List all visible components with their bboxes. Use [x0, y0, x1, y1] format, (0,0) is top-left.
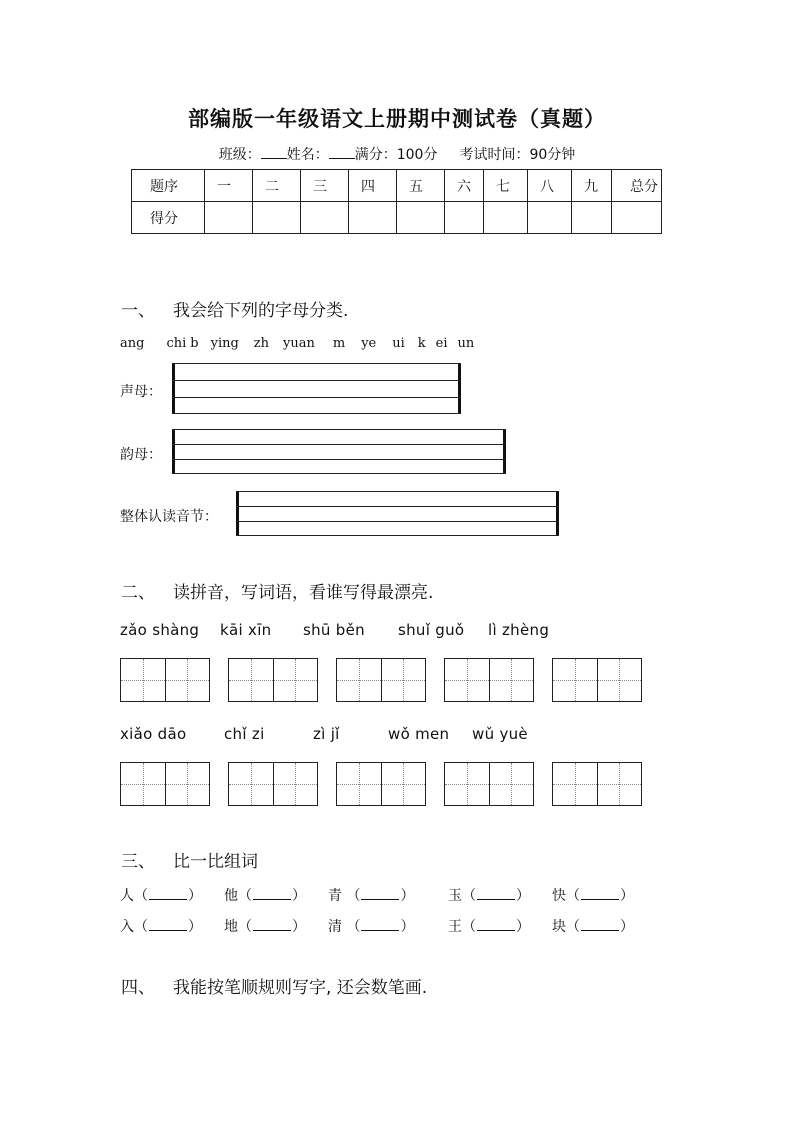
- score-cell[interactable]: [612, 202, 662, 234]
- compare-item: 快（ ）: [552, 888, 634, 904]
- letter-item: chi: [166, 336, 187, 351]
- writing-grid[interactable]: [336, 658, 426, 702]
- compare-item: 玉（ ）: [448, 888, 530, 904]
- pinyin-word: kāi xīn: [220, 621, 272, 639]
- whole-syllables-writing-lines[interactable]: [236, 491, 559, 536]
- letter-item: ei: [435, 336, 448, 351]
- table-header-cell: 六: [445, 170, 484, 202]
- pinyin-word: xiǎo dāo: [120, 725, 187, 743]
- writing-grid[interactable]: [228, 658, 318, 702]
- compare-item: 块（ ）: [552, 919, 634, 935]
- pinyin-word: wǒ men: [388, 725, 450, 743]
- section-title: 读拼音，写词语，看谁写得最漂亮.: [173, 583, 434, 603]
- table-header-cell: 三: [301, 170, 349, 202]
- compare-char: 入: [120, 919, 134, 935]
- table-header-cell: 五: [397, 170, 445, 202]
- section-title: 我会给下列的字母分类.: [173, 301, 349, 321]
- section-number: 二、: [121, 583, 155, 603]
- pinyin-word: chǐ zi: [224, 725, 265, 743]
- full-score: 满分：100分: [354, 147, 438, 163]
- answer-blank[interactable]: [581, 920, 619, 931]
- initials-writing-lines[interactable]: [172, 363, 461, 414]
- answer-blank[interactable]: [149, 889, 187, 900]
- section-4-heading: [121, 973, 427, 998]
- letter-item: k: [417, 336, 426, 351]
- writing-grid[interactable]: [444, 658, 534, 702]
- compare-char: 玉: [448, 888, 462, 904]
- compare-item: 清 （ ）: [328, 919, 415, 935]
- finals-label: 韵母：: [120, 447, 162, 463]
- score-table: [131, 169, 662, 234]
- score-table-header-row: [132, 170, 662, 202]
- pinyin-word: wǔ yuè: [472, 725, 528, 743]
- writing-grid[interactable]: [444, 762, 534, 806]
- score-cell[interactable]: [528, 202, 572, 234]
- section-1-heading: [121, 296, 348, 321]
- section-2-heading: [121, 578, 433, 603]
- table-header-cell: 四: [349, 170, 397, 202]
- compare-char: 块: [552, 919, 566, 935]
- name-blank[interactable]: [329, 146, 355, 159]
- letter-item: b: [190, 336, 199, 351]
- class-blank[interactable]: [261, 146, 287, 159]
- letter-item: ui: [392, 336, 405, 351]
- letter-item: un: [457, 336, 475, 351]
- initials-label: 声母：: [120, 384, 162, 400]
- compare-char: 青: [328, 888, 342, 904]
- exam-info: [0, 144, 794, 164]
- section-number: 一、: [121, 301, 155, 321]
- letter-item: m: [332, 336, 346, 351]
- answer-blank[interactable]: [477, 920, 515, 931]
- answer-blank[interactable]: [477, 889, 515, 900]
- writing-grid[interactable]: [552, 658, 642, 702]
- writing-grid[interactable]: [120, 762, 210, 806]
- score-table-score-row: [132, 202, 662, 234]
- score-cell[interactable]: [349, 202, 397, 234]
- compare-item: 王（ ）: [448, 919, 530, 935]
- score-cell[interactable]: [572, 202, 612, 234]
- finals-writing-lines[interactable]: [172, 429, 506, 474]
- section-3-heading: [121, 847, 258, 872]
- class-label: 班级：: [218, 147, 261, 163]
- section-title: 比一比组词: [173, 852, 258, 872]
- writing-grid[interactable]: [228, 762, 318, 806]
- letter-item: ying: [210, 336, 239, 351]
- section-number: 四、: [121, 978, 155, 998]
- letter-item: ang: [120, 336, 145, 351]
- letter-item: yuan: [283, 336, 315, 351]
- pinyin-word: shuǐ guǒ: [398, 621, 465, 639]
- letter-item: ye: [361, 336, 377, 351]
- name-label: 姓名：: [286, 147, 329, 163]
- answer-blank[interactable]: [253, 889, 291, 900]
- pinyin-word: lì zhèng: [488, 621, 550, 639]
- compare-char: 地: [224, 919, 238, 935]
- score-cell[interactable]: [301, 202, 349, 234]
- table-row-label: 得分: [132, 202, 205, 234]
- compare-item: 人（ ）: [120, 888, 202, 904]
- answer-blank[interactable]: [361, 920, 399, 931]
- table-header-cell: 二: [253, 170, 301, 202]
- table-header-cell: 总分: [612, 170, 662, 202]
- exam-time: 考试时间：90分钟: [459, 147, 576, 163]
- score-cell[interactable]: [253, 202, 301, 234]
- compare-char: 他: [224, 888, 238, 904]
- compare-item: 地（ ）: [224, 919, 306, 935]
- writing-grid[interactable]: [552, 762, 642, 806]
- pinyin-word: shū běn: [303, 621, 365, 639]
- compare-char: 王: [448, 919, 462, 935]
- compare-char: 快: [552, 888, 566, 904]
- score-cell[interactable]: [397, 202, 445, 234]
- section-title: 我能按笔顺规则写字, 还会数笔画.: [173, 978, 428, 998]
- compare-item: 入（ ）: [120, 919, 202, 935]
- answer-blank[interactable]: [361, 889, 399, 900]
- table-header-cell: 八: [528, 170, 572, 202]
- pinyin-word: zì jǐ: [313, 725, 340, 743]
- compare-item: 青 （ ）: [328, 888, 415, 904]
- letter-list: [120, 336, 474, 351]
- answer-blank[interactable]: [149, 920, 187, 931]
- compare-char: 人: [120, 888, 134, 904]
- whole-syllables-label: 整体认读音节：: [120, 509, 218, 525]
- compare-char: 清: [328, 919, 342, 935]
- pinyin-word: zǎo shàng: [120, 621, 200, 639]
- compare-item: 他（ ）: [224, 888, 306, 904]
- table-header-cell: 七: [484, 170, 528, 202]
- letter-item: zh: [253, 336, 270, 351]
- answer-blank[interactable]: [581, 889, 619, 900]
- score-cell[interactable]: [484, 202, 528, 234]
- score-cell[interactable]: [445, 202, 484, 234]
- table-header-cell: 一: [205, 170, 253, 202]
- writing-grid[interactable]: [336, 762, 426, 806]
- table-header-cell: 九: [572, 170, 612, 202]
- score-cell[interactable]: [205, 202, 253, 234]
- page-title: 部编版一年级语文上册期中测试卷（真题）: [188, 106, 606, 131]
- writing-grid[interactable]: [120, 658, 210, 702]
- answer-blank[interactable]: [253, 920, 291, 931]
- section-number: 三、: [121, 852, 155, 872]
- table-header-cell: 题序: [132, 170, 205, 202]
